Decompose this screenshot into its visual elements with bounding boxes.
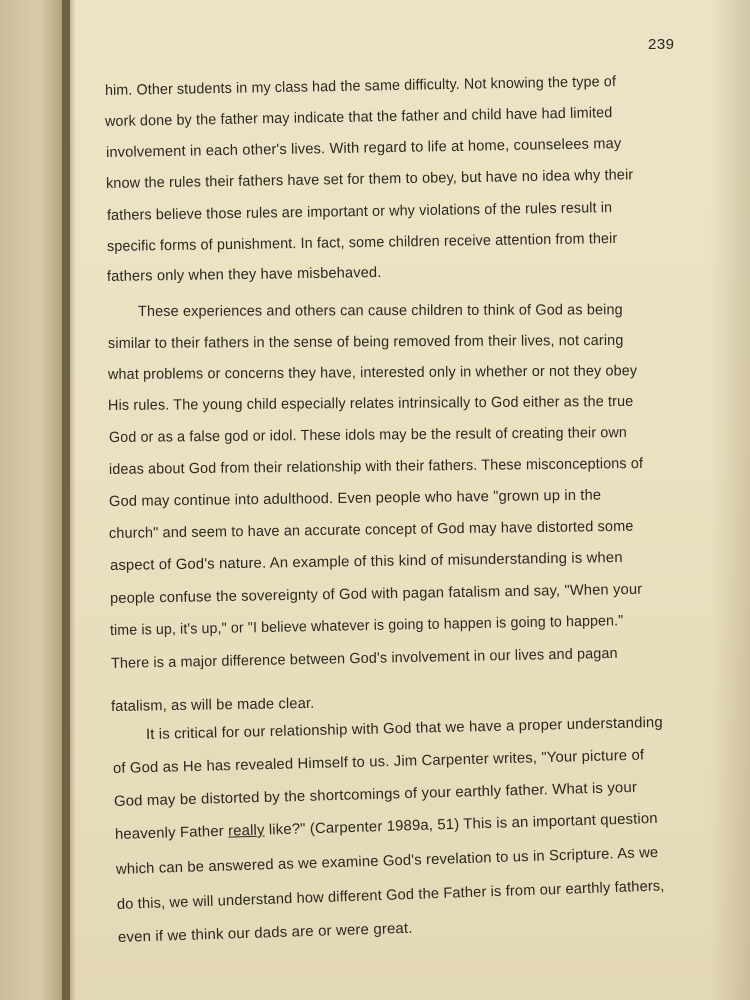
text-line: what problems or concerns they have, interested only in whether or not they obey xyxy=(107,363,638,383)
text-line: him. Other students in my class had the same difficulty. Not knowing the type of xyxy=(104,74,617,99)
text-line: involvement in each other's lives. With regard to life at home, counselees may xyxy=(105,136,622,161)
text-line xyxy=(115,811,658,843)
book-page xyxy=(70,0,750,1000)
text-line: work done by the father may indicate that the father and child have had limited xyxy=(104,105,613,130)
page-number: 239 xyxy=(648,36,675,53)
text-line: time is up, it's up," or "I believe whatever is going to happen is going to happen." xyxy=(109,613,624,639)
text-line: His rules. The young child especially relates intrinsically to God either as the true xyxy=(107,393,634,414)
text-fragment: like?" (Carpenter 1989a, 51) This is an important question xyxy=(264,810,658,839)
page-shadow xyxy=(710,0,750,1000)
text-line: fathers only when they have misbehaved. xyxy=(106,264,382,285)
text-line: people confuse the sovereignty of God with pagan fatalism and say, "When your xyxy=(109,581,643,607)
text-fragment: heavenly Father xyxy=(114,823,229,843)
text-line: which can be answered as we examine God's revelation to us in Scripture. As we xyxy=(115,844,659,878)
text-line: similar to their fathers in the sense of being removed from their lives, not caring xyxy=(107,332,624,352)
text-line: These experiences and others can cause children to think of God as being xyxy=(137,302,623,320)
text-line: specific forms of punishment. In fact, some children receive attention from their xyxy=(106,230,618,255)
text-line: know the rules their fathers have set for them to obey, but have no idea why their xyxy=(105,167,634,192)
text-line: God or as a false god or idol. These idols may be the result of creating their own xyxy=(108,425,628,446)
text-line: church" and seem to have an accurate concept of God may have distorted some xyxy=(108,518,634,542)
book-gutter xyxy=(62,0,76,1000)
text-line: fathers believe those rules are important or why violations of the rules result in xyxy=(106,200,613,224)
text-line: aspect of God's nature. An example of this kind of misunderstanding is when xyxy=(109,549,623,574)
text-line: There is a major difference between God's involvement in our lives and pagan xyxy=(110,645,618,672)
text-line: do this, we will understand how different God the Father is from our earthly fathers, xyxy=(116,878,665,913)
text-line: even if we think our dads are or were great. xyxy=(117,920,413,946)
text-line: fatalism, as will be made clear. xyxy=(110,695,315,715)
left-page-edge xyxy=(0,0,70,1000)
emphasized-word: really xyxy=(227,822,265,840)
text-line: of God as He has revealed Himself to us. Jim Carpenter writes, "Your picture of xyxy=(112,747,645,777)
text-line: ideas about God from their relationship with their fathers. These misconceptions of xyxy=(108,455,644,478)
text-line: God may be distorted by the shortcomings of your earthly father. What is your xyxy=(113,779,638,810)
text-line: God may continue into adulthood. Even people who have "grown up in the xyxy=(108,487,602,510)
text-line: It is critical for our relationship with God that we have a proper understanding xyxy=(145,714,663,743)
